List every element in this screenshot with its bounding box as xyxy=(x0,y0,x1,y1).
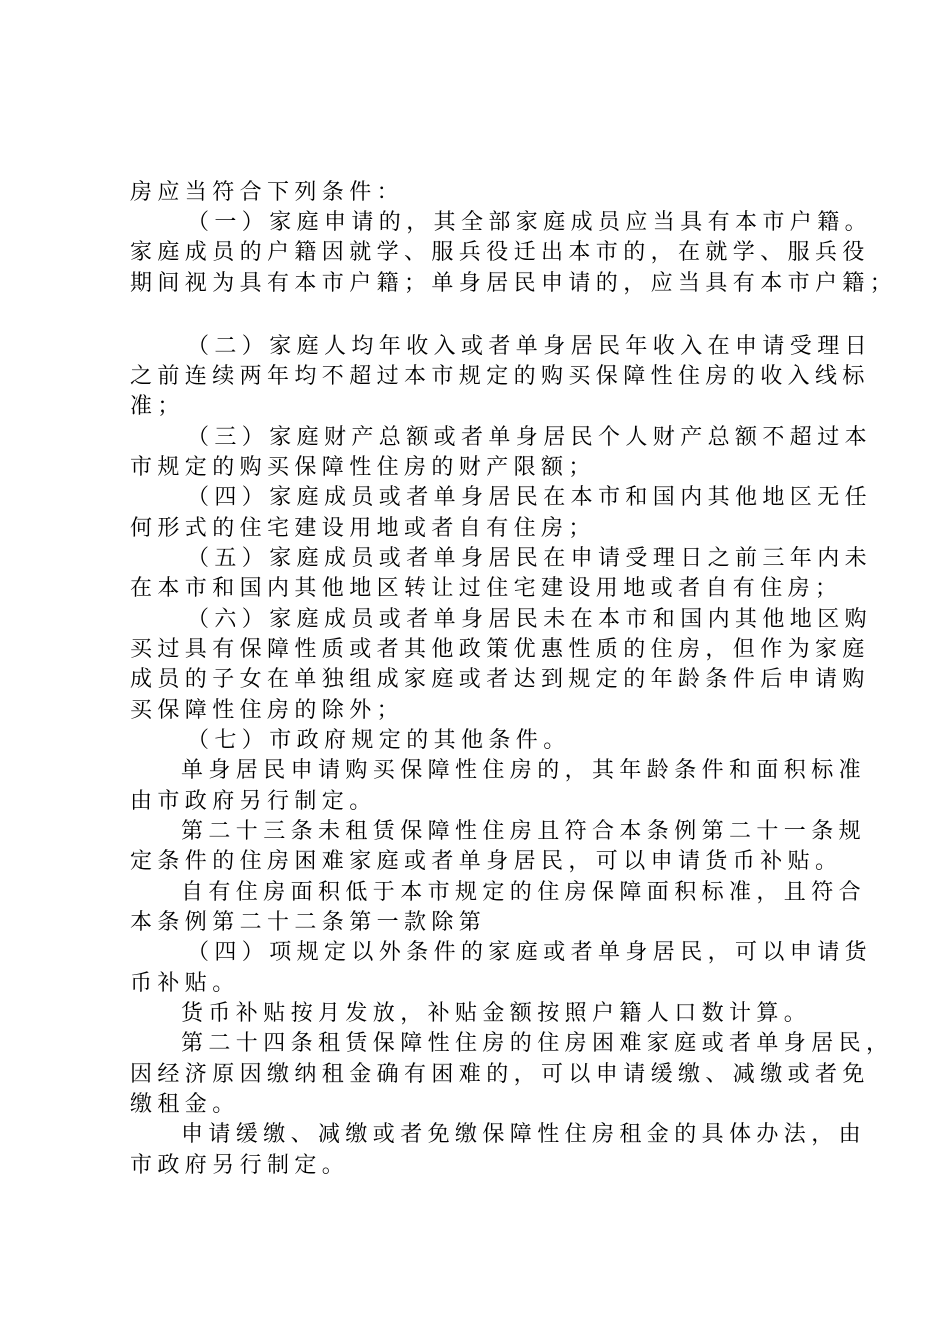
text-line: 成员的子女在单独组成家庭或者达到规定的年龄条件后申请购 xyxy=(130,667,870,692)
text-line: 自有住房面积低于本市规定的住房保障面积标准，且符合 xyxy=(181,880,867,905)
text-line: （四）家庭成员或者单身居民在本市和国内其他地区无任 xyxy=(187,485,873,510)
text-line: 由市政府另行制定。 xyxy=(130,789,377,814)
text-line: 房应当符合下列条件： xyxy=(130,180,405,205)
text-line: （六）家庭成员或者单身居民未在本市和国内其他地区购 xyxy=(187,607,873,632)
text-line: 第二十四条租赁保障性住房的住房困难家庭或者单身居民， xyxy=(181,1031,894,1056)
text-line: 买保障性住房的除外； xyxy=(130,698,405,723)
text-line: （七）市政府规定的其他条件。 xyxy=(187,728,571,753)
text-line: 申请缓缴、减缴或者免缴保障性住房租金的具体办法，由 xyxy=(181,1122,867,1147)
text-line: 缴租金。 xyxy=(130,1092,240,1117)
text-line: （二）家庭人均年收入或者单身居民年收入在申请受理日 xyxy=(187,334,873,359)
text-line: 期间视为具有本市户籍；单身居民申请的，应当具有本市户籍； xyxy=(130,271,898,296)
text-line: 买过具有保障性质或者其他政策优惠性质的住房，但作为家庭 xyxy=(130,637,870,662)
text-line: （五）家庭成员或者单身居民在申请受理日之前三年内未 xyxy=(187,546,873,571)
text-line: 市政府另行制定。 xyxy=(130,1153,350,1178)
text-line: 市规定的购买保障性住房的财产限额； xyxy=(130,455,596,480)
text-line: （三）家庭财产总额或者单身居民个人财产总额不超过本 xyxy=(187,425,873,450)
text-line: （一）家庭申请的，其全部家庭成员应当具有本市户籍。 xyxy=(187,210,873,235)
text-line: 币补贴。 xyxy=(130,971,240,996)
text-line: 第二十三条未租赁保障性住房且符合本条例第二十一条规 xyxy=(181,819,867,844)
text-line: 之前连续两年均不超过本市规定的购买保障性住房的收入线标 xyxy=(130,364,870,389)
text-line: 单身居民申请购买保障性住房的，其年龄条件和面积标准 xyxy=(181,758,867,783)
text-line: 货币补贴按月发放，补贴金额按照户籍人口数计算。 xyxy=(181,1001,812,1026)
text-line: 家庭成员的户籍因就学、服兵役迁出本市的，在就学、服兵役 xyxy=(130,240,870,265)
text-line: 何形式的住宅建设用地或者自有住房； xyxy=(130,516,596,541)
text-line: （四）项规定以外条件的家庭或者单身居民，可以申请货 xyxy=(187,940,873,965)
text-line: 本条例第二十二条第一款除第 xyxy=(130,910,487,935)
text-line: 在本市和国内其他地区转让过住宅建设用地或者自有住房； xyxy=(130,576,843,601)
text-line: 因经济原因缴纳租金确有困难的，可以申请缓缴、减缴或者免 xyxy=(130,1062,870,1087)
text-line: 定条件的住房困难家庭或者单身居民，可以申请货币补贴。 xyxy=(130,849,843,874)
text-line: 准； xyxy=(130,394,185,419)
